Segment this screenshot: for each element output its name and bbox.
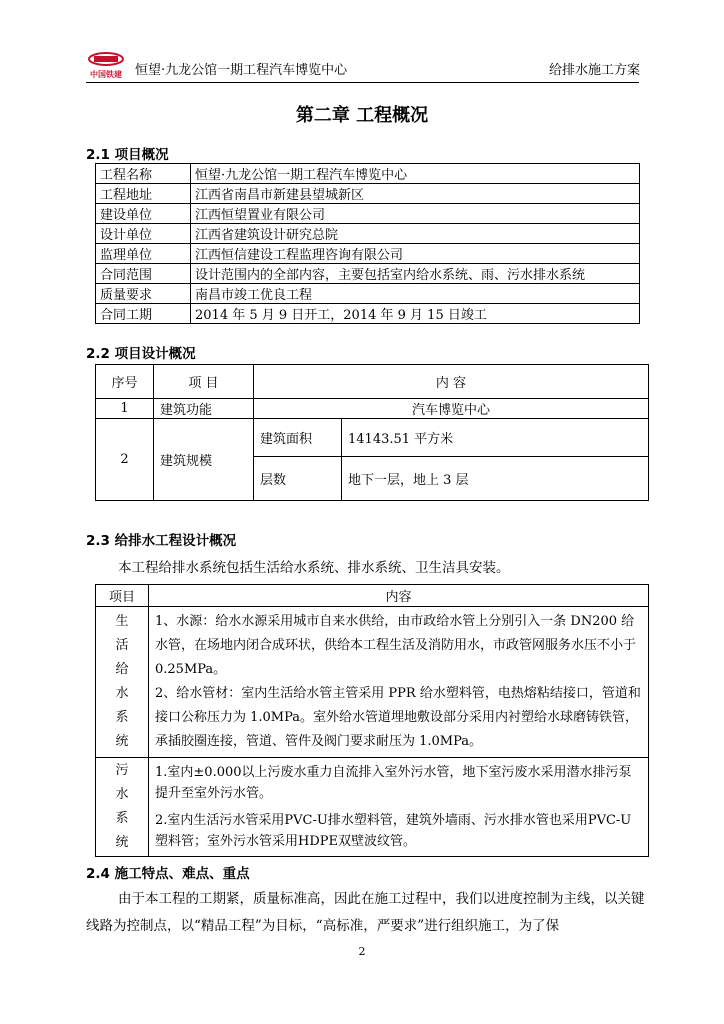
- chapter-title: 第二章 工程概况: [295, 105, 429, 126]
- row-sub-label: 建筑面积: [254, 419, 342, 457]
- row-value: 江西省建筑设计研究总院: [191, 224, 640, 244]
- sewage-gravity-drain: 1.室内±0.000以上污废水重力自流排入室外污水管，地下室污废水采用潜水排污泵提升至室外污水管。: [155, 765, 632, 801]
- row-sub-value: 地下一层，地上 3 层: [342, 457, 649, 501]
- table-row: [96, 284, 640, 304]
- section-2-4-paragraph: 由于本工程的工期紧，质量标准高，因此在施工过程中，我们以进度控制为主线，以关键线路为控制点，以“精品工程”为目标，“高标准，严要求”进行组织施工，为了保: [86, 891, 645, 934]
- row-sub-label: 层数: [254, 457, 342, 501]
- table-row: [96, 758, 649, 857]
- table-row: [96, 244, 640, 264]
- row-label: 建设单位: [96, 204, 191, 224]
- row-value: 2014 年 5 月 9 日开工，2014 年 9 月 15 日竣工: [191, 304, 640, 324]
- row-value: 江西恒望置业有限公司: [191, 204, 640, 224]
- row-no: 2: [96, 419, 154, 501]
- row-sub-value: 14143.51 平方米: [342, 419, 649, 457]
- row-value: 江西恒信建设工程监理咨询有限公司: [191, 244, 640, 264]
- row-value: 江西省南昌市新建县望城新区: [191, 184, 640, 204]
- table-row: [96, 204, 640, 224]
- table-row: [96, 304, 640, 324]
- design-overview-table: [95, 364, 649, 501]
- water-system-table: [95, 584, 649, 857]
- row-value: 南昌市竣工优良工程: [191, 284, 640, 304]
- company-logo: [86, 50, 126, 80]
- row-label: 工程名称: [96, 164, 191, 184]
- water-supply-source: 1、水源：给水水源采用城市自来水供给，由市政给水管上分别引入一条 DN200 给水管，在场地内闭合成环状，供给本工程生活及消防用水，市政管网服务水压不小于 0.25MPa。: [155, 614, 637, 677]
- table-row: [96, 264, 640, 284]
- logo-text: 中国铁建: [90, 70, 122, 79]
- page-number: 2: [358, 945, 366, 958]
- row-item: 污 水 系 统: [96, 758, 149, 857]
- row-value: 设计范围内的全部内容，主要包括室内给水系统、雨、污水排水系统: [191, 264, 640, 284]
- row-label: 合同工期: [96, 304, 191, 324]
- col-header-no: 序号: [96, 365, 154, 399]
- row-label: 质量要求: [96, 284, 191, 304]
- row-item: 建筑规模: [154, 419, 254, 501]
- col-header-item: 项目: [96, 585, 149, 607]
- section-2-1-title: 2.1 项目概况: [86, 147, 169, 163]
- row-label: 监理单位: [96, 244, 191, 264]
- row-value: 汽车博览中心: [254, 399, 649, 419]
- table-row: [96, 607, 649, 758]
- row-label: 合同范围: [96, 264, 191, 284]
- section-2-3-intro: 本工程给排水系统包括生活给水系统、排水系统、卫生洁具安装。: [118, 560, 510, 576]
- project-overview-table: [95, 163, 640, 324]
- row-value: 恒望·九龙公馆一期工程汽车博览中心: [191, 164, 640, 184]
- col-header-content: 内 容: [254, 365, 649, 399]
- col-header-item: 项 目: [154, 365, 254, 399]
- header-doc-type: 给排水施工方案: [548, 63, 640, 78]
- water-supply-pipe-material: 2、给水管材：室内生活给水管主管采用 PPR 给水塑料管，电热熔粘结接口，管道和接口公称压力为 1.0MPa。室外给水管道埋地敷设部分采用内衬塑给水球磨铸铁管，承插胶圈连接，管道、管件及阀门要求耐压为 1.0MPa。: [155, 686, 641, 749]
- section-2-2-title: 2.2 项目设计概况: [86, 346, 196, 362]
- table-row: [96, 184, 640, 204]
- table-row: [96, 224, 640, 244]
- section-2-3-title: 2.3 给排水工程设计概况: [86, 533, 237, 549]
- table-header-row: [96, 585, 649, 607]
- row-label: 工程地址: [96, 184, 191, 204]
- col-header-content: 内容: [149, 585, 649, 607]
- sewage-pipe-material: 2.室内生活污水管采用PVC-U排水塑料管，建筑外墙雨、污水排水管也采用PVC-U塑料管；室外污水管采用HDPE双壁波纹管。: [155, 813, 632, 849]
- table-row: [96, 419, 649, 457]
- table-header-row: [96, 365, 649, 399]
- row-no: 1: [96, 399, 154, 419]
- row-item: 生 活 给 水 系统: [96, 607, 149, 758]
- table-row: [96, 399, 649, 419]
- table-row: [96, 164, 640, 184]
- header-divider: [86, 82, 639, 83]
- row-label: 设计单位: [96, 224, 191, 244]
- section-2-4-title: 2.4 施工特点、难点、重点: [86, 866, 250, 882]
- row-item: 建筑功能: [154, 399, 254, 419]
- header-project-title: 恒望·九龙公馆一期工程汽车博览中心: [135, 63, 348, 78]
